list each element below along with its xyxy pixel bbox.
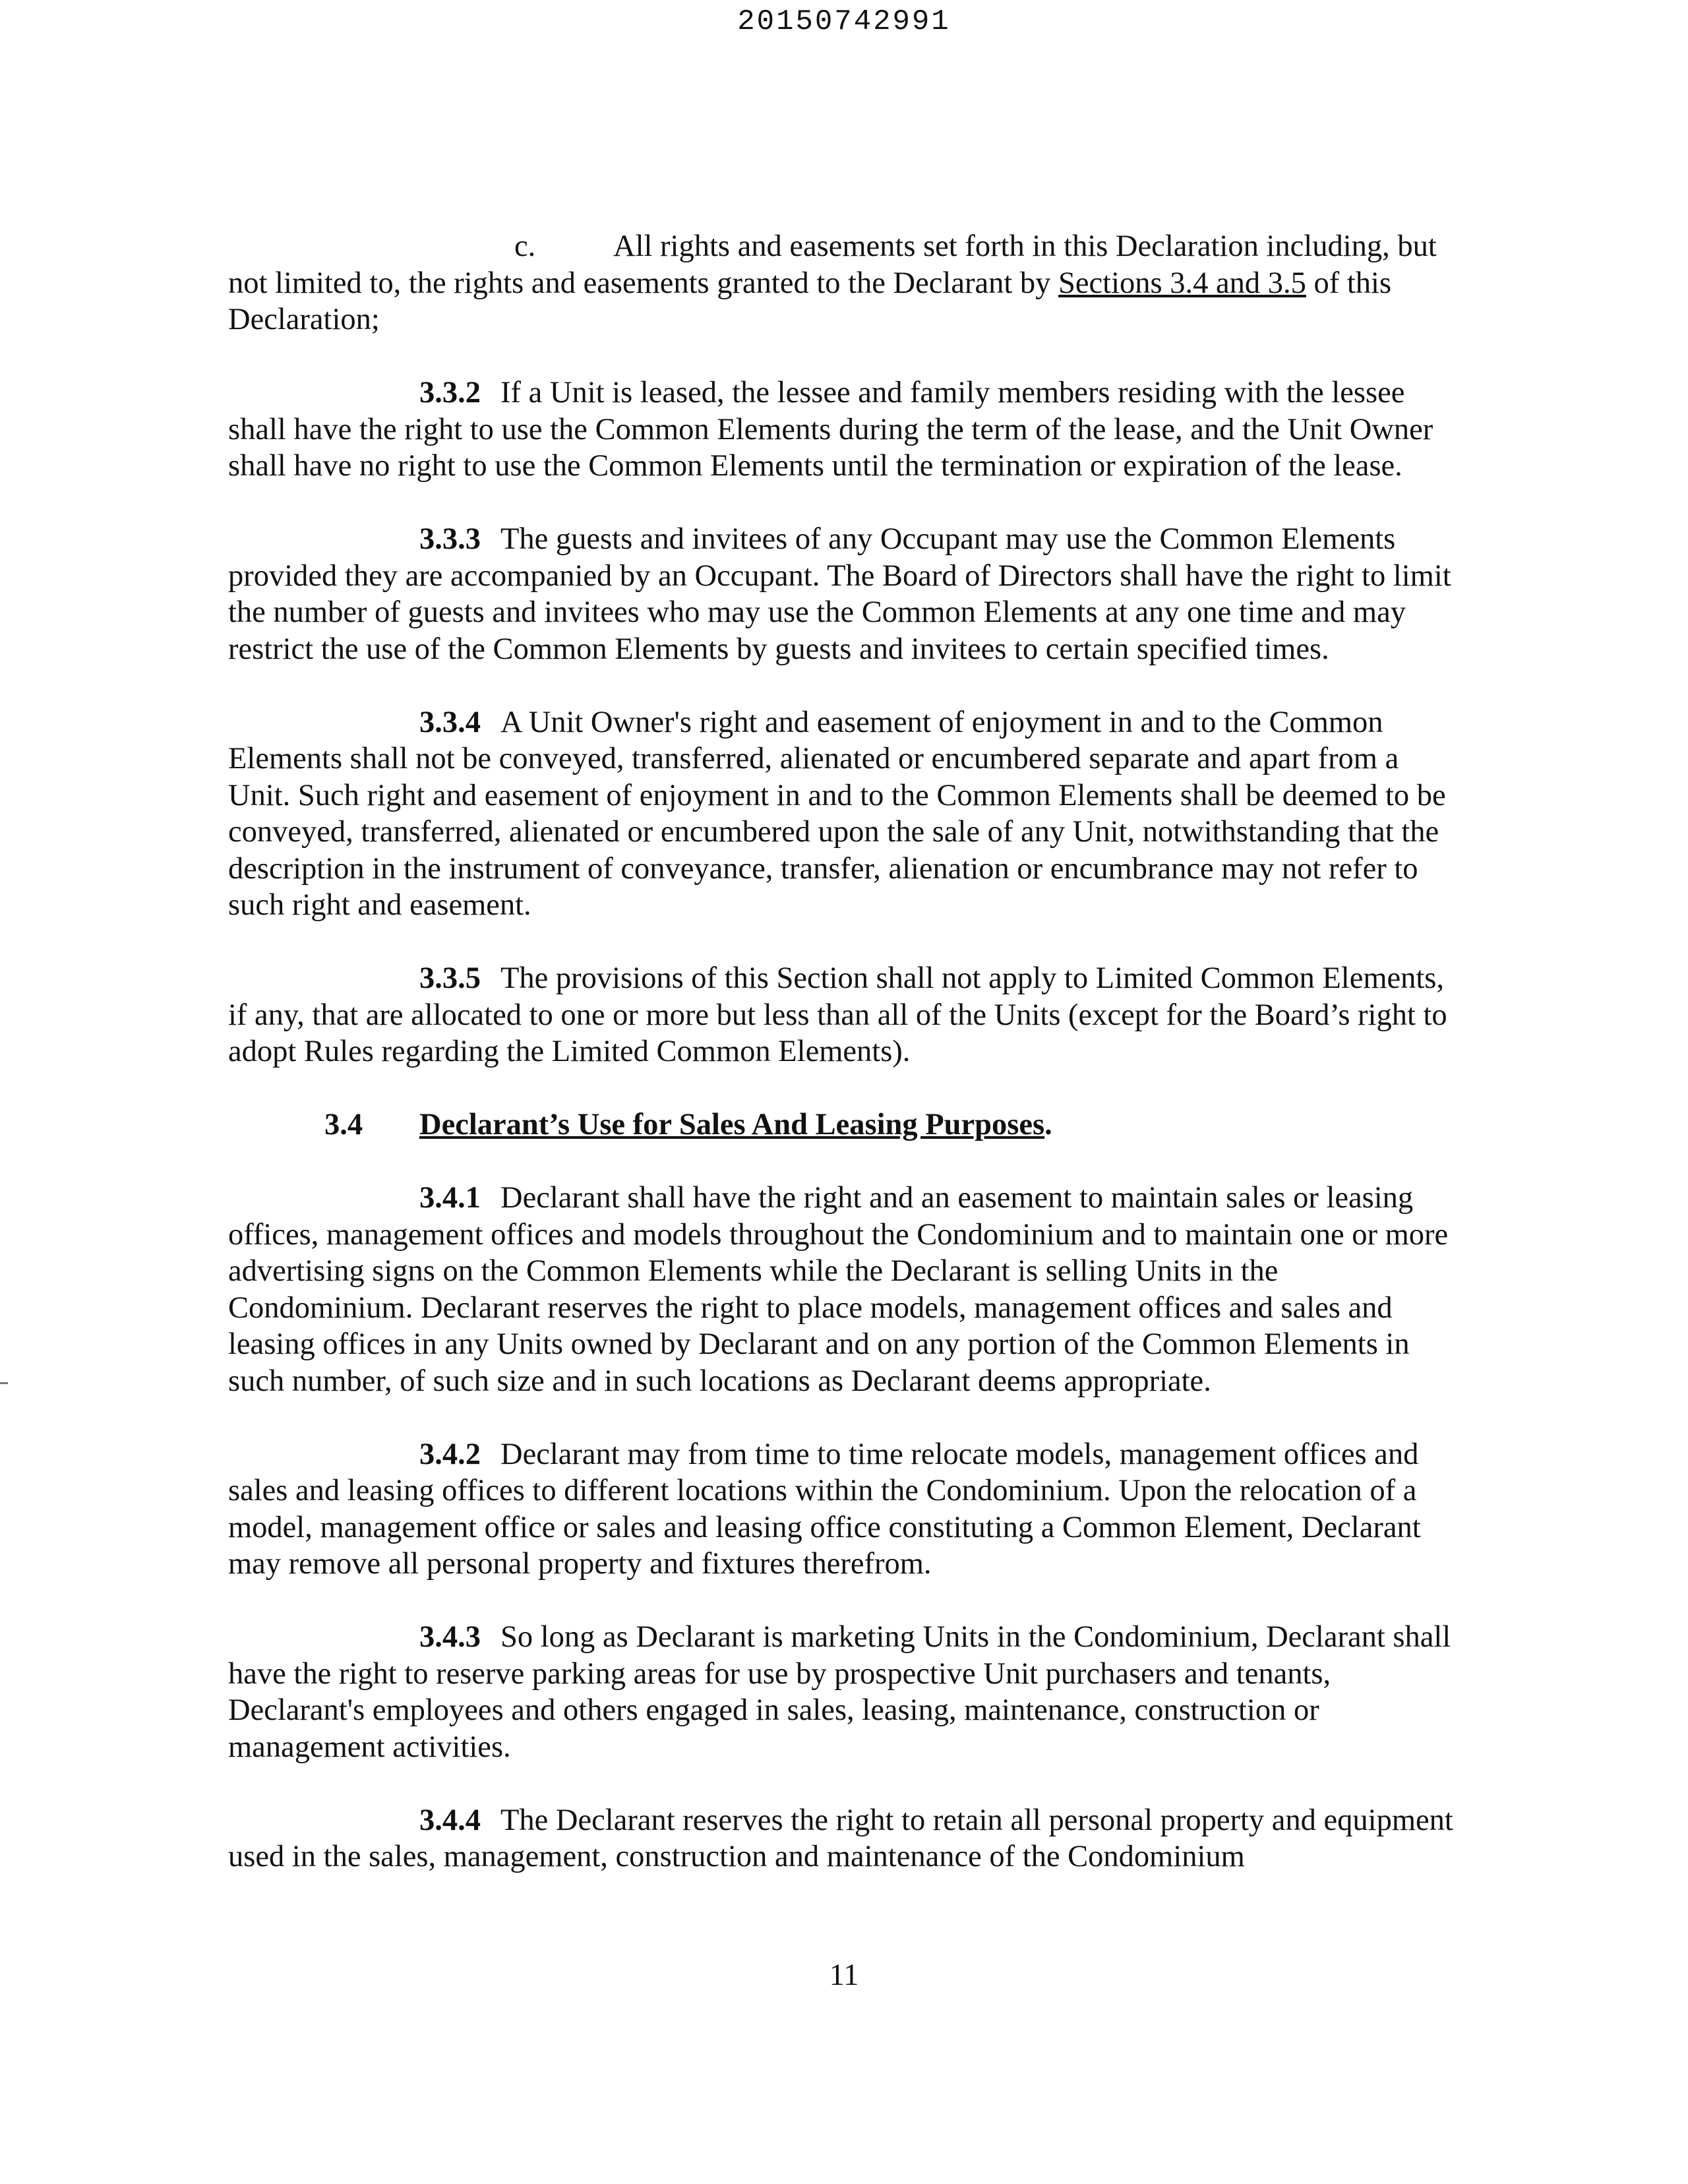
section-number: 3.4.4	[419, 1803, 481, 1837]
section-number: 3.4.1	[419, 1181, 481, 1215]
heading-title: Declarant’s Use for Sales And Leasing Purposes	[419, 1108, 1045, 1141]
section-number: 3.3.5	[419, 961, 481, 995]
section-3-4-4	[228, 1802, 1468, 1875]
section-3-3-4	[228, 704, 1468, 924]
section-number: 3.4.2	[419, 1437, 481, 1471]
heading-number: 3.4	[324, 1108, 363, 1141]
section-text: So long as Declarant is marketing Units in the Condominium, Declarant shall have the right to reserve parking areas for use by prospective Unit purchasers and tenants, Declarant's employees and others engaged in sales, leasing, maintenance, construction or management activities.	[228, 1620, 1451, 1764]
section-number: 3.3.2	[419, 376, 481, 410]
item-c-label: c.	[514, 229, 536, 263]
section-text: Declarant may from time to time relocate models, management offices and sales and leasing offices to different locations within the Condominium. Upon the relocation of a model, management office or sales and leasing office constituting a Common Element, Declarant may remove all personal property and fixtures therefrom.	[228, 1437, 1421, 1581]
item-c	[228, 228, 1468, 338]
page-number: 11	[829, 1958, 859, 1992]
sections-reference: Sections 3.4 and 3.5	[1058, 266, 1306, 300]
section-3-4-heading	[228, 1107, 1468, 1143]
item-c-text: All rights and easements set forth in this Declaration including, but not limited to, the rights and easements granted to the Declarant by	[228, 229, 1437, 300]
scan-edge-mark	[0, 1382, 8, 1384]
section-3-3-3	[228, 521, 1468, 667]
item-c-text-end: of this Declaration;	[228, 266, 1392, 336]
section-number: 3.3.4	[419, 705, 481, 739]
section-3-3-5	[228, 960, 1468, 1070]
section-number: 3.3.3	[419, 522, 481, 556]
section-3-4-1	[228, 1180, 1468, 1399]
heading-punctuation: .	[1044, 1108, 1052, 1141]
document-body	[228, 228, 1468, 1912]
section-text: The provisions of this Section shall not apply to Limited Common Elements, if any, that are allocated to one or more but less than all of the Units (except for the Board’s right to adopt Rules regarding the Limited Common Elements).	[228, 961, 1447, 1068]
section-text: Declarant shall have the right and an easement to maintain sales or leasing offices, management offices and models throughout the Condominium and to maintain one or more advertising signs on the Common Elements while the Declarant is selling Units in the Condominium. Declarant reserves the right to place models, management offices and sales and leasing offices in any Units owned by Declarant and on any portion of the Common Elements in such number, of such size and in such locations as Declarant deems appropriate.	[228, 1181, 1449, 1398]
section-text: If a Unit is leased, the lessee and family members residing with the lessee shall have the right to use the Common Elements during the term of the lease, and the Unit Owner shall have no right to use the Common Elements until the termination or expiration of the lease.	[228, 376, 1433, 483]
section-3-4-2	[228, 1436, 1468, 1583]
section-text: The guests and invitees of any Occupant may use the Common Elements provided they are accompanied by an Occupant. The Board of Directors shall have the right to limit the number of guests and invitees who may use the Common Elements at any one time and may restrict the use of the Common Elements by guests and invitees to certain specified times.	[228, 522, 1451, 666]
section-3-4-3	[228, 1619, 1468, 1765]
document-number: 20150742991	[737, 5, 951, 38]
section-text: A Unit Owner's right and easement of enjoyment in and to the Common Elements shall not be conveyed, transferred, alienated or encumbered separate and apart from a Unit. Such right and easement of enjoyment in and to the Common Elements shall be deemed to be conveyed, transferred, alienated or encumbered upon the sale of any Unit, notwithstanding that the description in the instrument of conveyance, transfer, alienation or encumbrance may not refer to such right and easement.	[228, 705, 1446, 922]
section-number: 3.4.3	[419, 1620, 481, 1654]
section-text: The Declarant reserves the right to retain all personal property and equipment used in the sales, management, construction and maintenance of the Condominium	[228, 1803, 1453, 1873]
section-3-3-2	[228, 375, 1468, 485]
